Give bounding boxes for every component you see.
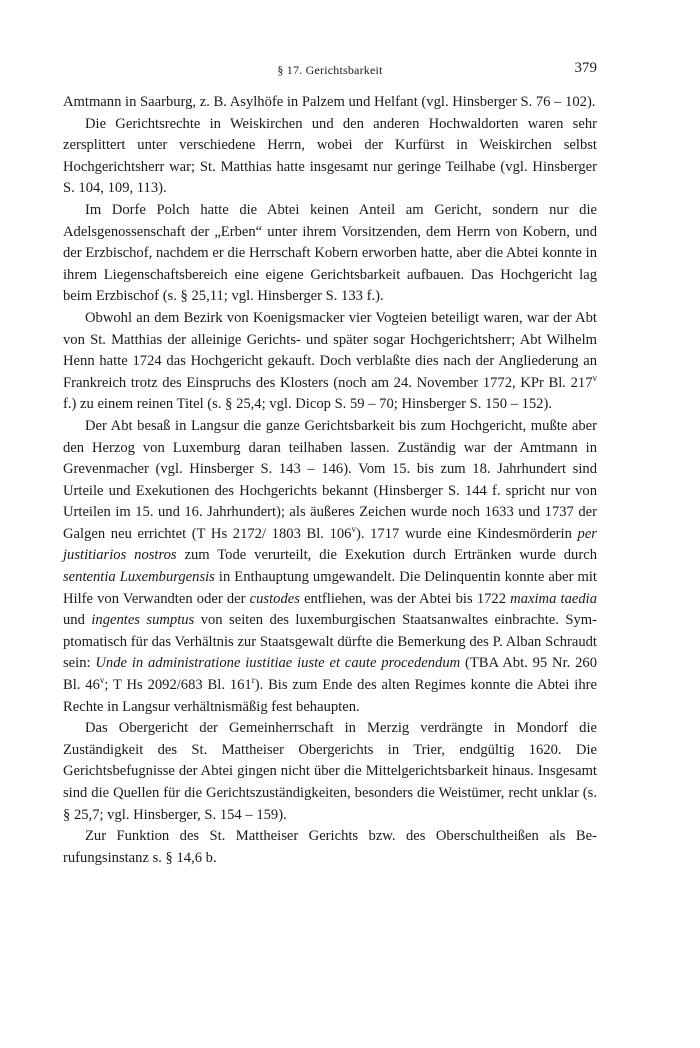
superscript: v — [592, 372, 597, 383]
paragraph — [63, 416, 597, 718]
text-segment: Im Dorfe Polch hatte die Abtei keinen Anteil am Gericht, sondern nur die Adelsgenossenschaft der „Erben“ unter ihrem Vorsitzenden, dem Herrn von Kobern, und der Erzbischof, nachdem er die Herrschaft Kobern erworben hatte, aber die Abtei konnte in ihrem Liegenschaftsbereich eine eigene Gerichtsbarkeit aufbauen. Das Hochgericht lag beim Erzbischof (s. § 25,11; vgl. Hinsberger S. 133 f.). — [63, 201, 597, 305]
paragraph — [63, 200, 597, 308]
paragraph — [63, 718, 597, 826]
text-segment: ; T Hs 2092/683 Bl. 161 — [104, 677, 252, 694]
text-segment: Die Gerichtsrechte in Weiskirchen und den anderen Hochwaldorten waren sehr zersplittert unter verschiedene Herrn, wobei der Kurfürst in Weiskirchen selbst Hochgerichtsherr war; St. Matthias hatte insgesamt nur geringe Teilhabe (vgl. Hinsberger S. 104, 109, 113). — [63, 115, 597, 197]
italic-text: per justitiarios nostros — [63, 525, 597, 564]
text-segment: in Enthauptung umgewandelt. Die Delinquentin konnte aber mit Hilfe von Verwandten oder der — [63, 569, 597, 607]
text-segment: Der Abt besaß in Langsur die ganze Gerichtsbarkeit bis zum Hochgericht, mußte aber den Herzog von Luxemburg daran teilhaben lassen. Zuständig war der Amtmann in Grevenmacher (vgl. Hinsberger S. 143 – 146). Vom 15. bis zum 18. Jahrhundert sind Urteile und Exekutionen des Hochgerichts bekannt (Hinsberger S. 144 f. spricht nur von Urteilen im 15. und 16. Jahrhundert); als äußeres Zeichen wurde noch 1633 und 1737 der Galgen neu errichtet (T Hs 2172/ 1803 Bl. 106 — [63, 417, 597, 542]
paragraph — [63, 308, 597, 416]
page-number: 379 — [574, 60, 597, 76]
superscript: v — [351, 524, 356, 535]
text-segment: Das Obergericht der Gemeinherrschaft in Merzig verdrängte in Mondorf die Zuständigkeit des St. Mattheiser Obergerichts in Trier, endgültig 1620. Die Gerichtsbefugnisse der Abtei gingen nicht über die Mittelgerichtsbarkeit hinaus. Insgesamt sind die Quellen für die Gerichtszuständigkeiten, besonders die Weistümer, recht unklar (s. § 25,7; vgl. Hinsberger, S. 154 – 159). — [63, 720, 597, 823]
paragraph — [63, 826, 597, 869]
text-segment: von seiten des luxemburgischen Staatsanwaltes einbrachte. Symptomatisch für das Verhältnis zur Staatsgewalt dürfte die Bemerkung des P. Alban Schraudt sein: — [63, 612, 597, 672]
italic-text: maxima taedia — [510, 590, 597, 607]
superscript: v — [99, 675, 105, 686]
paragraph — [63, 114, 597, 200]
text-segment: (TBA Abt. 95 Nr. 260 Bl. 46 — [63, 655, 597, 694]
text-segment: entfliehen, was der Abtei bis 1722 — [299, 590, 511, 607]
italic-text: sententia Luxemburgensis — [63, 569, 215, 586]
italic-text: Unde in administratione iustitiae iuste et caute procedendum — [95, 655, 461, 672]
section-title: § 17. Gerichtsbarkeit — [277, 63, 383, 77]
text-segment: und — [63, 612, 92, 629]
text-segment: zum Tode verurteilt, die Exekution durch Ertränken wurde durch — [176, 547, 597, 564]
text-segment: f.) zu einem reinen Titel (s. § 25,4; vgl. Dicop S. 59 – 70; Hinsberger S. 150 – 152). — [63, 396, 552, 413]
text-segment: ). Bis zum Ende des alten Regimes konnte die Abtei ihre Rechte in Langsur verhältnismäßig fest behaupten. — [63, 677, 597, 715]
paragraph — [63, 92, 597, 114]
italic-text: ingentes sumptus — [91, 612, 195, 629]
text-segment: ). 1717 wurde eine Kindesmörderin — [355, 525, 578, 542]
body-text — [63, 92, 597, 869]
italic-text: custodes — [249, 590, 300, 607]
text-segment: Zur Funktion des St. Mattheiser Gerichts bzw. des Oberschultheißen als Berufungsinstanz s. § 14,6 b. — [63, 828, 597, 866]
text-segment: Obwohl an dem Bezirk von Koenigsmacker vier Vogteien beteiligt waren, war der Abt von St. Matthias der alleinige Gerichts- und später sogar Hochgerichtsherr; Abt Wilhelm Henn hatte 1724 das Hochgericht gekauft. Doch verblaßte dies nach der Angliederung an Frankreich trotz des Einspruchs des Klosters (noch am 24. November 1772, KPr Bl. 217 — [63, 309, 597, 391]
text-segment: Amtmann in Saarburg, z. B. Asylhöfe in Palzem und Helfant (vgl. Hinsberger S. 76 – 102). — [63, 94, 596, 110]
superscript: r — [251, 675, 255, 686]
running-head — [63, 60, 597, 82]
